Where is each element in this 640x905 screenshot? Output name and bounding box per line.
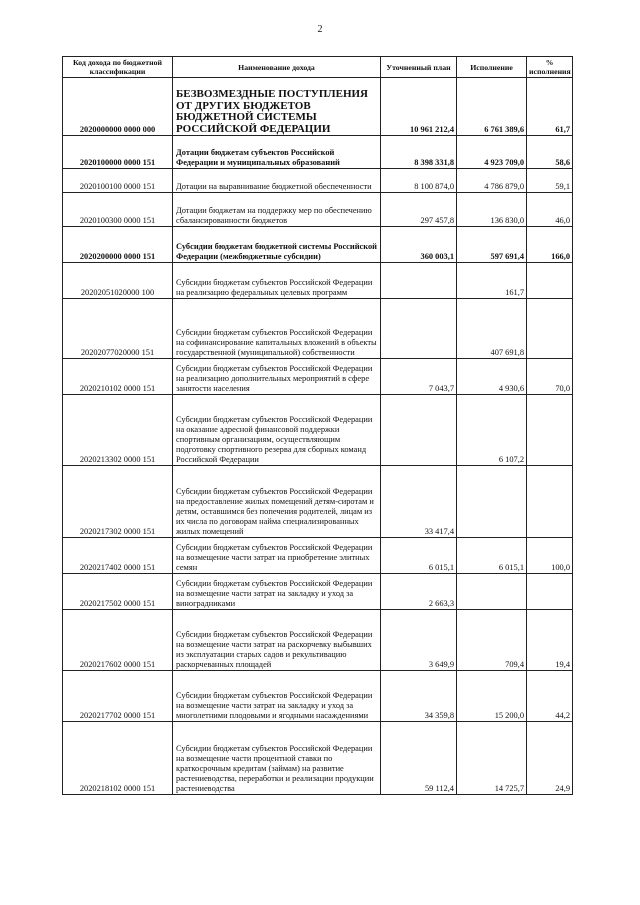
header-exec: Исполнение	[457, 57, 527, 78]
row-exec: 709,4	[457, 610, 527, 671]
table-row	[63, 574, 573, 610]
row-pct	[527, 574, 573, 610]
row-name: БЕЗВОЗМЕЗДНЫЕ ПОСТУПЛЕНИЯ ОТ ДРУГИХ БЮДЖЕТОВ БЮДЖЕТНОЙ СИСТЕМЫ РОССИЙСКОЙ ФЕДЕРАЦИИ	[173, 78, 381, 136]
row-pct	[527, 395, 573, 466]
row-plan: 7 043,7	[381, 359, 457, 395]
row-pct: 19,4	[527, 610, 573, 671]
row-plan: 8 100 874,0	[381, 169, 457, 193]
row-exec: 4 930,6	[457, 359, 527, 395]
row-pct	[527, 263, 573, 299]
revenue-table	[62, 56, 573, 795]
row-pct: 46,0	[527, 193, 573, 227]
row-name: Субсидии бюджетам субъектов Российской Федерации на возмещение части затрат на раскорчевку выбывших из эксплуатации старых садов и рекультивацию раскорчеванных площадей	[173, 610, 381, 671]
row-exec: 15 200,0	[457, 671, 527, 722]
row-pct: 100,0	[527, 538, 573, 574]
row-code: 2020217602 0000 151	[63, 610, 173, 671]
header-plan: Уточненный план	[381, 57, 457, 78]
row-code: 2020000000 0000 000	[63, 78, 173, 136]
row-pct: 61,7	[527, 78, 573, 136]
row-name: Субсидии бюджетам субъектов Российской Федерации на реализацию федеральных целевых программ	[173, 263, 381, 299]
row-name: Субсидии бюджетам субъектов Российской Федерации на оказание адресной финансовой поддержки спортивным организациям, осуществляющим подготовку спортивного резерва для сборных команд Российской Федерации	[173, 395, 381, 466]
table-row	[63, 78, 573, 136]
row-name: Субсидии бюджетам субъектов Российской Федерации на возмещение части процентной ставки по краткосрочным кредитам (займам) на развитие растениеводства, переработки и реализации продукции растениеводства	[173, 722, 381, 795]
row-plan: 10 961 212,4	[381, 78, 457, 136]
row-code: 2020217402 0000 151	[63, 538, 173, 574]
table-row	[63, 136, 573, 169]
header-pct: % исполнения	[527, 57, 573, 78]
row-plan: 2 663,3	[381, 574, 457, 610]
row-exec	[457, 574, 527, 610]
row-plan	[381, 395, 457, 466]
row-plan: 33 417,4	[381, 466, 457, 538]
row-code: 20202051020000 100	[63, 263, 173, 299]
table-row	[63, 193, 573, 227]
row-name: Субсидии бюджетам субъектов Российской Федерации на реализацию дополнительных мероприятий в сфере занятости населения	[173, 359, 381, 395]
table-row	[63, 610, 573, 671]
row-exec: 6 015,1	[457, 538, 527, 574]
row-plan: 360 003,1	[381, 227, 457, 263]
row-code: 2020217302 0000 151	[63, 466, 173, 538]
row-code: 2020100100 0000 151	[63, 169, 173, 193]
row-plan: 59 112,4	[381, 722, 457, 795]
row-plan: 6 015,1	[381, 538, 457, 574]
row-pct: 58,6	[527, 136, 573, 169]
row-plan	[381, 299, 457, 359]
row-exec: 407 691,8	[457, 299, 527, 359]
table-row	[63, 227, 573, 263]
row-exec: 14 725,7	[457, 722, 527, 795]
table-row	[63, 466, 573, 538]
row-name: Дотации бюджетам субъектов Российской Федерации и муниципальных образований	[173, 136, 381, 169]
row-exec: 161,7	[457, 263, 527, 299]
row-code: 2020217502 0000 151	[63, 574, 173, 610]
row-code: 2020100000 0000 151	[63, 136, 173, 169]
row-exec: 4 923 709,0	[457, 136, 527, 169]
row-pct: 70,0	[527, 359, 573, 395]
row-name: Субсидии бюджетам субъектов Российской Федерации на возмещение части затрат на закладку и уход за многолетними плодовыми и ягодными насаждениями	[173, 671, 381, 722]
row-plan: 297 457,8	[381, 193, 457, 227]
table-header-row	[63, 57, 573, 78]
row-exec: 6 761 389,6	[457, 78, 527, 136]
row-code: 2020200000 0000 151	[63, 227, 173, 263]
row-plan: 3 649,9	[381, 610, 457, 671]
table-row	[63, 671, 573, 722]
table-row	[63, 395, 573, 466]
table-row	[63, 538, 573, 574]
table-row	[63, 263, 573, 299]
row-plan: 8 398 331,8	[381, 136, 457, 169]
row-exec: 4 786 879,0	[457, 169, 527, 193]
row-name: Дотации на выравнивание бюджетной обеспеченности	[173, 169, 381, 193]
row-exec: 6 107,2	[457, 395, 527, 466]
row-pct: 166,0	[527, 227, 573, 263]
header-name: Наименование дохода	[173, 57, 381, 78]
page-number: 2	[317, 24, 323, 35]
row-name: Дотации бюджетам на поддержку мер по обеспечению сбалансированности бюджетов	[173, 193, 381, 227]
table-row	[63, 359, 573, 395]
row-code: 2020210102 0000 151	[63, 359, 173, 395]
row-name: Субсидии бюджетам субъектов Российской Федерации на возмещение части затрат на закладку и уход за виноградниками	[173, 574, 381, 610]
row-code: 2020100300 0000 151	[63, 193, 173, 227]
row-plan: 34 359,8	[381, 671, 457, 722]
row-exec: 136 830,0	[457, 193, 527, 227]
row-code: 20202077020000 151	[63, 299, 173, 359]
row-name: Субсидии бюджетам субъектов Российской Федерации на софинансирование капитальных вложений в объекты государственной (муниципальной) собственности	[173, 299, 381, 359]
row-name: Субсидии бюджетам бюджетной системы Российской Федерации (межбюджетные субсидии)	[173, 227, 381, 263]
row-code: 2020218102 0000 151	[63, 722, 173, 795]
row-pct: 59,1	[527, 169, 573, 193]
row-code: 2020217702 0000 151	[63, 671, 173, 722]
row-plan	[381, 263, 457, 299]
row-code: 2020213302 0000 151	[63, 395, 173, 466]
row-name: Субсидии бюджетам субъектов Российской Федерации на возмещение части затрат на приобретение элитных семян	[173, 538, 381, 574]
row-name: Субсидии бюджетам субъектов Российской Федерации на предоставление жилых помещений детям-сиротам и детям, оставшимся без попечения родителей, лицам из их числа по договорам найма специализированных жилых помещений	[173, 466, 381, 538]
row-exec	[457, 466, 527, 538]
row-pct: 44,2	[527, 671, 573, 722]
table-row	[63, 169, 573, 193]
header-code: Код дохода по бюджетной классификации	[63, 57, 173, 78]
table-row	[63, 722, 573, 795]
row-pct	[527, 299, 573, 359]
table-row	[63, 299, 573, 359]
row-pct: 24,9	[527, 722, 573, 795]
row-pct	[527, 466, 573, 538]
row-exec: 597 691,4	[457, 227, 527, 263]
